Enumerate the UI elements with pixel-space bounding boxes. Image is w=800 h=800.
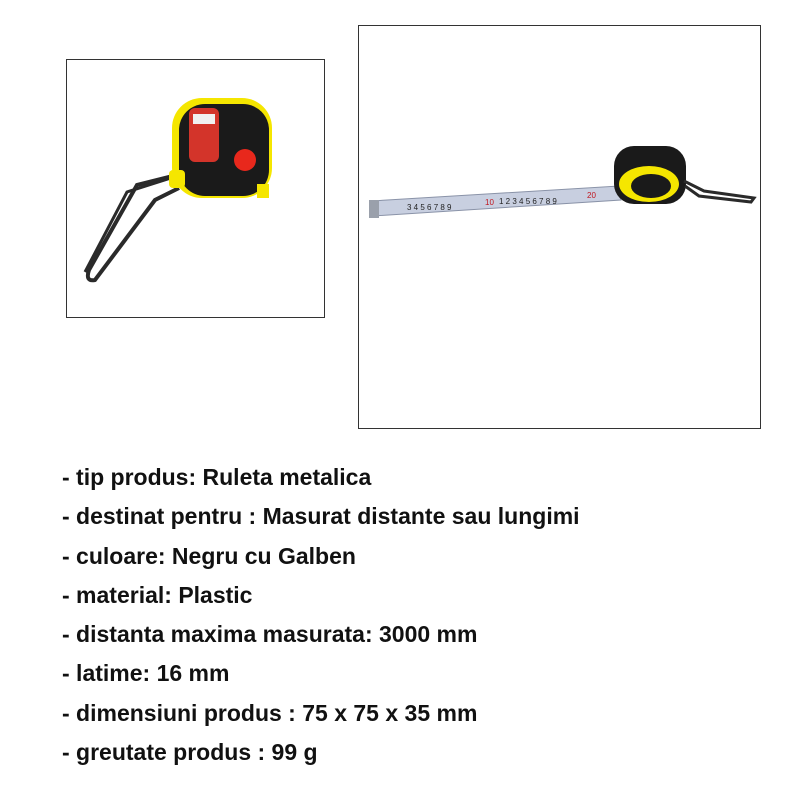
label-strip bbox=[193, 114, 215, 124]
svg-text:3 4 5 6 7 8 9: 3 4 5 6 7 8 9 bbox=[407, 203, 452, 212]
svg-text:10: 10 bbox=[485, 198, 494, 207]
tape-measure-extended-illustration bbox=[359, 26, 760, 428]
spec-product-type: - tip produs: Ruleta metalica bbox=[62, 464, 372, 490]
tape-measure-front-illustration bbox=[67, 60, 324, 317]
lock-button bbox=[234, 149, 256, 171]
product-photo-extended bbox=[358, 25, 761, 429]
spec-color: - culoare: Negru cu Galben bbox=[62, 542, 356, 569]
spec-width: - latime: 16 mm bbox=[62, 660, 230, 687]
spec-list bbox=[62, 458, 580, 772]
spec-dimensions: - dimensiuni produs : 75 x 75 x 35 mm bbox=[62, 699, 478, 726]
spec-material: - material: Plastic bbox=[62, 581, 253, 608]
clip-yellow bbox=[169, 170, 185, 188]
product-photo-front bbox=[66, 59, 325, 318]
spec-max-distance: - distanta maxima masurata: 3000 mm bbox=[62, 621, 478, 648]
spec-intended-use: - destinat pentru : Masurat distante sau lungimi bbox=[62, 503, 580, 530]
spec-weight: - greutate produs : 99 g bbox=[62, 739, 318, 766]
blade-end-hook bbox=[257, 184, 269, 198]
svg-text:1 2 3 4 5 6 7 8 9: 1 2 3 4 5 6 7 8 9 bbox=[499, 197, 557, 206]
svg-text:20: 20 bbox=[587, 191, 596, 200]
blade-hook bbox=[369, 200, 379, 218]
wrist-strap bbox=[684, 181, 754, 202]
case-center bbox=[631, 174, 671, 198]
